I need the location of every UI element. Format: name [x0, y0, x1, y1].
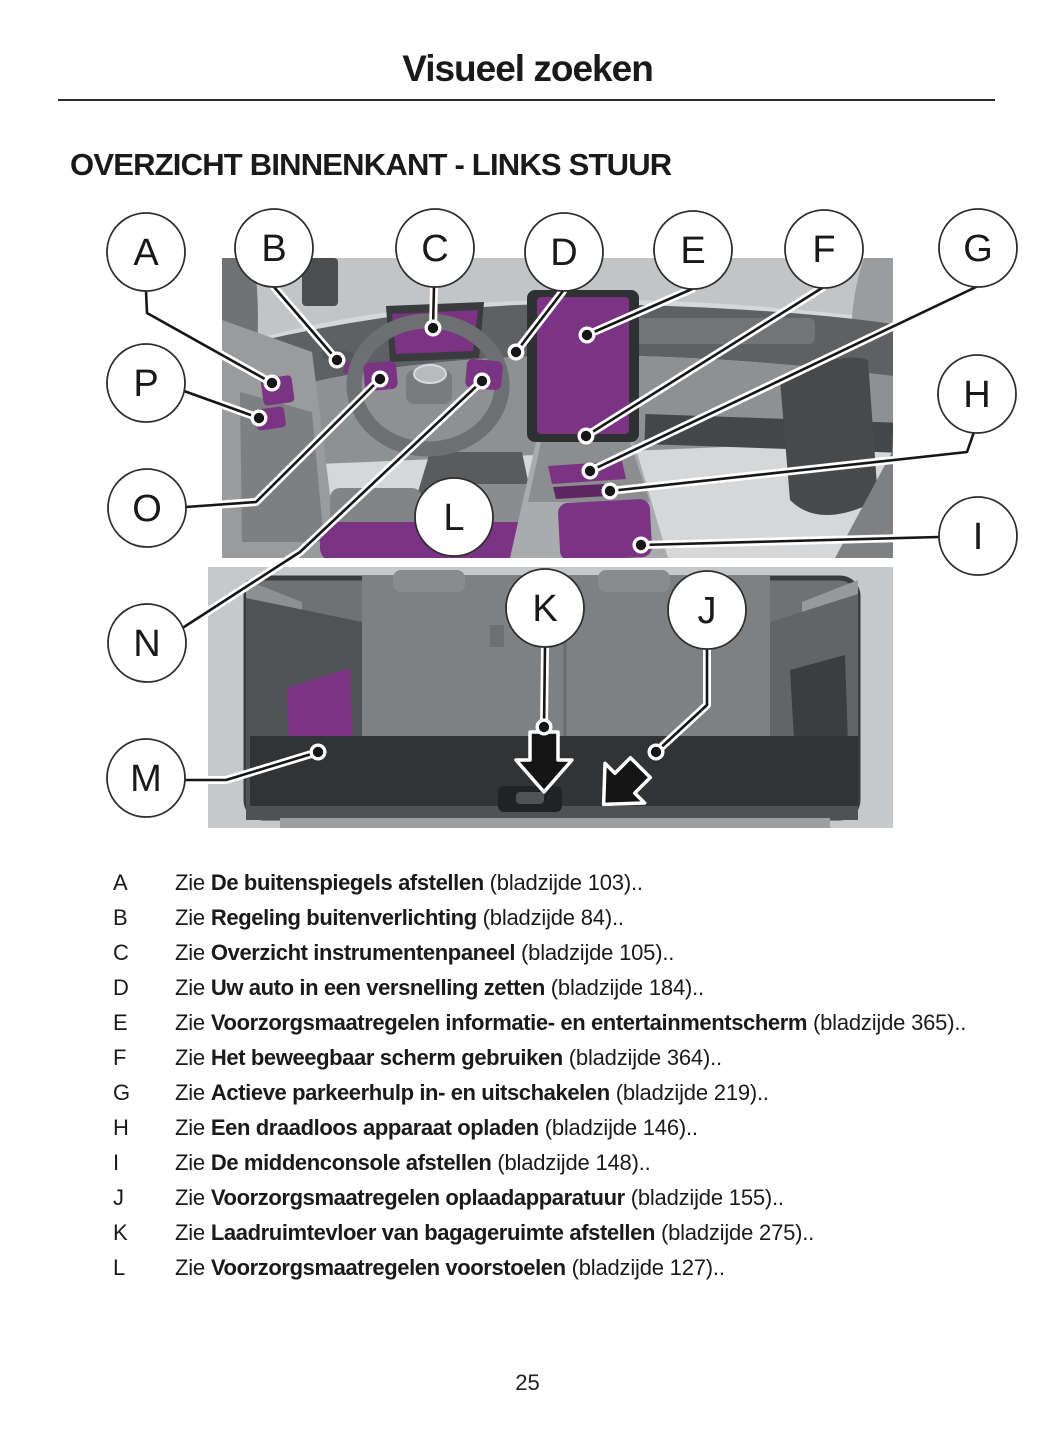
callout-o [108, 469, 186, 547]
header-divider [58, 99, 995, 101]
reference-item [113, 1149, 1018, 1177]
reference-item [113, 1114, 1018, 1142]
callout-a [107, 213, 185, 291]
reference-text: Zie Een draadloos apparaat opladen (bladzijde 146).. [175, 1115, 698, 1140]
svg-text:C: C [421, 228, 449, 270]
reference-item [113, 869, 1018, 897]
svg-text:P: P [133, 363, 159, 405]
callout-d [525, 213, 603, 291]
reference-letter: L [113, 1255, 126, 1280]
reference-text: Zie Voorzorgsmaatregelen voorstoelen (bladzijde 127).. [175, 1255, 725, 1280]
interior-overview-diagram [0, 200, 1055, 860]
callout-f [785, 210, 863, 288]
reference-item [113, 1184, 1018, 1212]
svg-text:K: K [532, 588, 558, 630]
page-number: 25 [515, 1370, 540, 1395]
svg-text:A: A [133, 232, 159, 274]
reference-letter: K [113, 1220, 128, 1245]
reference-item [113, 1009, 1018, 1037]
leader-k [544, 647, 545, 727]
callout-l [415, 478, 493, 556]
reference-text: Zie Voorzorgsmaatregelen informatie- en entertainmentscherm (bladzijde 365).. [175, 1010, 967, 1035]
reference-list [113, 869, 1018, 1289]
reference-letter: A [113, 870, 128, 895]
svg-text:G: G [963, 228, 993, 270]
reference-letter: C [113, 940, 129, 965]
callout-e [654, 211, 732, 289]
reference-item [113, 904, 1018, 932]
reference-text: Zie Actieve parkeerhulp in- en uitschakelen (bladzijde 219).. [175, 1080, 769, 1105]
reference-text: Zie Laadruimtevloer van bagageruimte afstellen (bladzijde 275).. [175, 1220, 815, 1245]
svg-text:F: F [812, 229, 836, 271]
reference-item [113, 939, 1018, 967]
svg-text:I: I [972, 516, 984, 558]
svg-text:N: N [133, 623, 161, 665]
reference-text: Zie Voorzorgsmaatregelen oplaadapparatuur (bladzijde 155).. [175, 1185, 784, 1210]
passenger-seat [780, 358, 878, 516]
reference-text: Zie Uw auto in een versnelling zetten (bladzijde 184).. [175, 975, 704, 1000]
svg-text:D: D [550, 232, 578, 274]
reference-letter: G [113, 1080, 131, 1105]
callout-k [506, 569, 584, 647]
reference-letter: F [113, 1045, 127, 1070]
svg-text:L: L [443, 497, 465, 539]
reference-letter: D [113, 975, 129, 1000]
reference-item [113, 974, 1018, 1002]
svg-text:H: H [963, 374, 991, 416]
reference-item [113, 1044, 1018, 1072]
callout-c [396, 209, 474, 287]
reference-letter: J [113, 1185, 124, 1210]
reference-item [113, 1254, 1018, 1282]
svg-text:B: B [261, 228, 287, 270]
callout-g [939, 209, 1017, 287]
reference-text: Zie De middenconsole afstellen (bladzijde 148).. [175, 1150, 651, 1175]
reference-letter: I [113, 1150, 120, 1175]
reference-letter: E [113, 1010, 128, 1035]
reference-letter: H [113, 1115, 129, 1140]
callout-m [107, 739, 185, 817]
reference-text: Zie De buitenspiegels afstellen (bladzijde 103).. [175, 870, 643, 895]
callout-p [107, 344, 185, 422]
svg-text:E: E [680, 230, 706, 272]
reference-item [113, 1219, 1018, 1247]
callout-n [108, 604, 186, 682]
reference-letter: B [113, 905, 128, 930]
callout-j [668, 571, 746, 649]
reference-text: Zie Regeling buitenverlichting (bladzijde 84).. [175, 905, 624, 930]
reference-text: Zie Het beweegbaar scherm gebruiken (bladzijde 364).. [175, 1045, 722, 1070]
page-title: Visueel zoeken [402, 48, 653, 89]
ford-badge-icon [414, 365, 446, 383]
callout-h [938, 355, 1016, 433]
section-heading: OVERZICHT BINNENKANT - LINKS STUUR [70, 147, 672, 182]
callout-b [235, 209, 313, 287]
svg-text:J: J [697, 590, 717, 632]
callout-i [939, 497, 1017, 575]
reference-text: Zie Overzicht instrumentenpaneel (bladzijde 105).. [175, 940, 675, 965]
svg-text:O: O [132, 488, 162, 530]
reference-item [113, 1079, 1018, 1107]
svg-text:M: M [130, 758, 162, 800]
